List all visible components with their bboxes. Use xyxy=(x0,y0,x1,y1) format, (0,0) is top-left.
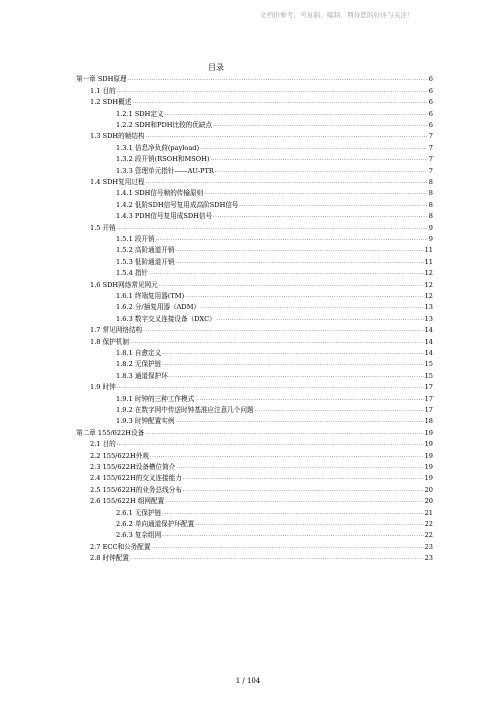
dot-leader xyxy=(217,315,424,323)
toc-entry-label: 2.8 时钟配置 xyxy=(90,554,129,563)
toc-entry-label: 1.4.1 SDH信号帧的传输原则 xyxy=(116,189,204,198)
toc-entry-page: 20 xyxy=(424,497,433,506)
toc-entry-page: 19 xyxy=(424,428,433,437)
toc-entry-page: 15 xyxy=(424,360,433,369)
toc-entry[interactable] xyxy=(116,232,433,243)
toc-entry-label: 2.6.2 单向通道保护环配置 xyxy=(116,519,195,528)
toc-entry-page: 22 xyxy=(424,519,433,528)
toc-entry-page: 7 xyxy=(428,155,433,164)
toc-entry-label: 1.7 常见网络结构 xyxy=(90,326,143,335)
toc-entry[interactable] xyxy=(116,528,433,539)
toc-entry-label: 1.2.2 SDH和PDH比较的优缺点 xyxy=(116,120,213,129)
toc-entry-page: 14 xyxy=(424,326,433,335)
toc-entry-page: 7 xyxy=(428,132,433,141)
dot-leader xyxy=(162,349,423,357)
dot-leader xyxy=(195,395,423,403)
dot-leader xyxy=(175,258,423,266)
toc-entry-page: 19 xyxy=(424,462,433,471)
dot-leader xyxy=(146,178,428,186)
toc-entry[interactable] xyxy=(116,118,433,129)
dot-leader xyxy=(151,543,423,551)
toc-entry[interactable] xyxy=(116,357,433,368)
toc-entry[interactable] xyxy=(116,209,433,220)
toc-entry-label: 第一章 SDH原理 xyxy=(76,75,127,84)
toc-entry[interactable] xyxy=(116,289,433,300)
toc-entry-label: 1.2 SDH概述 xyxy=(90,98,132,107)
toc-entry[interactable] xyxy=(90,277,433,288)
toc-entry[interactable] xyxy=(116,368,433,379)
toc-entry[interactable] xyxy=(90,471,433,482)
dot-leader xyxy=(175,246,423,254)
toc-entry-label: 2.6 155/622H 组网配置 xyxy=(90,497,165,506)
toc-entry[interactable] xyxy=(116,311,433,322)
toc-entry-page: 19 xyxy=(424,440,433,449)
toc-entry-label: 1.4.3 PDH信号复用成SDH信号 xyxy=(116,212,213,221)
toc-entry-page: 6 xyxy=(428,98,433,107)
toc-entry-label: 2.1 目的 xyxy=(90,440,116,449)
toc-entry-label: 2.6.1 无保护链 xyxy=(116,508,162,517)
dot-leader xyxy=(210,155,427,163)
toc-entry-label: 1.3.1 信息净负荷(payload) xyxy=(116,143,200,152)
dot-leader xyxy=(201,303,424,311)
toc-entry-page: 15 xyxy=(424,371,433,380)
toc-entry-page: 8 xyxy=(428,177,433,186)
toc-entry-label: 1.6.3 数字交叉连接设备（DXC） xyxy=(116,314,216,323)
toc-entry[interactable] xyxy=(90,83,433,94)
toc-entry[interactable] xyxy=(116,152,433,163)
toc-entry[interactable] xyxy=(90,129,433,140)
toc-entry-page: 23 xyxy=(424,542,433,551)
toc-entry-page: 22 xyxy=(424,531,433,540)
page-header-note: 文档供参考，可复制、编制，期待您的好评与关注！ xyxy=(259,11,414,19)
toc-entry-label: 第二章 155/622H设备 xyxy=(76,428,145,437)
toc-entry[interactable] xyxy=(116,403,433,414)
toc-entry[interactable] xyxy=(116,106,433,117)
toc-entry[interactable] xyxy=(116,300,433,311)
toc-entry[interactable] xyxy=(116,140,433,151)
toc-entry-page: 23 xyxy=(424,554,433,563)
toc-entry-label: 2.2 155/622H外观 xyxy=(90,451,149,460)
toc-entry-page: 8 xyxy=(428,200,433,209)
dot-leader xyxy=(128,75,428,83)
toc-entry-label: 1.5 开销 xyxy=(90,223,116,232)
toc-title: 目录 xyxy=(208,63,224,72)
toc-entry[interactable] xyxy=(90,323,433,334)
dot-leader xyxy=(130,338,424,346)
toc-entry[interactable] xyxy=(116,163,433,174)
toc-entry-label: 2.3 155/622H设备槽位简介 xyxy=(90,462,176,471)
toc-entry[interactable] xyxy=(90,460,433,471)
dot-leader xyxy=(169,372,424,380)
toc-entry-page: 7 xyxy=(428,143,433,152)
toc-entry[interactable] xyxy=(116,266,433,277)
dot-leader xyxy=(146,132,428,140)
dot-leader xyxy=(204,189,428,197)
toc-entry-label: 2.5 155/622H的业务总线分布 xyxy=(90,485,182,494)
toc-entry-page: 19 xyxy=(424,474,433,483)
dot-leader xyxy=(165,497,423,505)
toc-entry-label: 1.8.1 自愈定义 xyxy=(116,348,162,357)
dot-leader xyxy=(150,452,424,460)
toc-entry-label: 2.7 ECC和公务配置 xyxy=(90,542,151,551)
dot-leader xyxy=(165,110,428,118)
dot-leader xyxy=(145,429,423,437)
toc-entry[interactable] xyxy=(90,482,433,493)
toc-entry-page: 17 xyxy=(424,394,433,403)
toc-entry[interactable] xyxy=(116,414,433,425)
toc-entry-label: 1.3.2 段开销(RSOH和MSOH) xyxy=(116,155,210,164)
toc-entry-label: 1.4 SDH复用过程 xyxy=(90,177,145,186)
toc-entry-label: 2.6.3 复杂组网 xyxy=(116,531,162,540)
dot-leader xyxy=(117,87,428,95)
toc-entry-page: 18 xyxy=(424,417,433,426)
toc-entry-page: 6 xyxy=(428,75,433,84)
toc-entry-page: 14 xyxy=(424,348,433,357)
dot-leader xyxy=(159,281,424,289)
toc-entry-label: 1.8.3 通道保护环 xyxy=(116,371,168,380)
toc-entry-label: 1.4.2 低阶SDH信号复用成高阶SDH信号 xyxy=(116,200,239,209)
dot-leader xyxy=(176,463,423,471)
dot-leader xyxy=(117,383,424,391)
toc-entry[interactable] xyxy=(90,448,433,459)
dot-leader xyxy=(185,292,423,300)
toc-entry-page: 9 xyxy=(428,223,433,232)
dot-leader xyxy=(156,235,428,243)
page-number-footer: 1 / 104 xyxy=(235,677,261,685)
toc-entry-label: 1.8 保护机制 xyxy=(90,337,129,346)
toc-entry-label: 1.9.3 时钟配置实例 xyxy=(116,417,175,426)
dot-leader xyxy=(175,417,423,425)
toc-entry[interactable] xyxy=(116,254,433,265)
toc-entry[interactable] xyxy=(76,425,433,436)
dot-leader xyxy=(213,121,428,129)
toc-entry[interactable] xyxy=(90,437,433,448)
toc-entry[interactable] xyxy=(116,517,433,528)
toc-entry-page: 13 xyxy=(424,314,433,323)
toc-entry-label: 1.6.1 终端复用器(TM) xyxy=(116,291,185,300)
dot-leader xyxy=(183,474,424,482)
toc-entry-page: 6 xyxy=(428,86,433,95)
toc-entry[interactable] xyxy=(90,95,433,106)
toc-entry-label: 1.3.3 管理单元指针——AU-PTR xyxy=(116,166,214,175)
toc-entry-page: 21 xyxy=(424,508,433,517)
toc-entry[interactable] xyxy=(116,197,433,208)
toc-entry-page: 14 xyxy=(424,337,433,346)
dot-leader xyxy=(143,326,423,334)
toc-entry-label: 1.5.2 高阶通道开销 xyxy=(116,246,175,255)
dot-leader xyxy=(117,440,424,448)
toc-entry[interactable] xyxy=(116,243,433,254)
dot-leader xyxy=(195,520,423,528)
toc-entry[interactable] xyxy=(90,380,433,391)
toc-entry-page: 6 xyxy=(428,120,433,129)
dot-leader xyxy=(130,554,424,562)
toc-entry-label: 1.9 时钟 xyxy=(90,383,116,392)
toc-entry-page: 12 xyxy=(424,269,433,278)
toc-entry[interactable] xyxy=(90,220,433,231)
toc-entry-page: 8 xyxy=(428,189,433,198)
toc-entry-page: 12 xyxy=(424,291,433,300)
dot-leader xyxy=(149,269,424,277)
toc-entry-page: 11 xyxy=(424,257,433,266)
toc-entry[interactable] xyxy=(90,175,433,186)
toc-entry[interactable] xyxy=(116,346,433,357)
toc-entry[interactable] xyxy=(90,539,433,550)
toc-entry-label: 1.5.1 段开销 xyxy=(116,234,155,243)
dot-leader xyxy=(162,509,423,517)
dot-leader xyxy=(132,98,427,106)
toc-entry-label: 1.2.1 SDH定义 xyxy=(116,109,164,118)
toc-entry-label: 2.4 155/622H的交叉连接能力 xyxy=(90,474,182,483)
toc-entry-label: 1.8.2 无保护链 xyxy=(116,360,162,369)
dot-leader xyxy=(240,201,428,209)
toc-entry-label: 1.1 目的 xyxy=(90,86,116,95)
dot-leader xyxy=(183,486,424,494)
dot-leader xyxy=(200,144,428,152)
toc-entry-page: 17 xyxy=(424,405,433,414)
toc-entry-label: 1.3 SDH的帧结构 xyxy=(90,132,145,141)
toc-entry-page: 12 xyxy=(424,280,433,289)
toc-entry[interactable] xyxy=(116,505,433,516)
toc-entry-page: 17 xyxy=(424,383,433,392)
toc-entry[interactable] xyxy=(116,186,433,197)
toc-entry[interactable] xyxy=(90,334,433,345)
toc-entry[interactable] xyxy=(116,391,433,402)
toc-entry-label: 1.9.1 时钟的三种工作模式 xyxy=(116,394,195,403)
dot-leader xyxy=(117,224,428,232)
toc-entry-label: 1.5.4 指针 xyxy=(116,269,149,278)
toc-entry-page: 19 xyxy=(424,451,433,460)
toc-entry[interactable] xyxy=(90,551,433,562)
dot-leader xyxy=(162,360,423,368)
toc-entry[interactable] xyxy=(76,72,433,83)
toc-entry-label: 1.5.3 低阶通道开销 xyxy=(116,257,175,266)
toc-entry-page: 8 xyxy=(428,212,433,221)
toc-entry-label: 1.6.2 分/插复用器（ADM） xyxy=(116,303,201,312)
toc-entry-page: 9 xyxy=(428,234,433,243)
dot-leader xyxy=(213,212,428,220)
dot-leader xyxy=(162,531,423,539)
dot-leader xyxy=(255,406,424,414)
toc-entry-page: 11 xyxy=(424,246,433,255)
toc-entry-page: 6 xyxy=(428,109,433,118)
toc-entry-page: 7 xyxy=(428,166,433,175)
toc-entry-label: 1.9.2 在数字网中传送时钟基准应注意几个问题 xyxy=(116,405,254,414)
toc-entry-page: 20 xyxy=(424,485,433,494)
dot-leader xyxy=(215,167,428,175)
toc-entry-label: 1.6 SDH网络常见网元 xyxy=(90,280,158,289)
toc-entry-page: 13 xyxy=(424,303,433,312)
toc-entry[interactable] xyxy=(90,494,433,505)
